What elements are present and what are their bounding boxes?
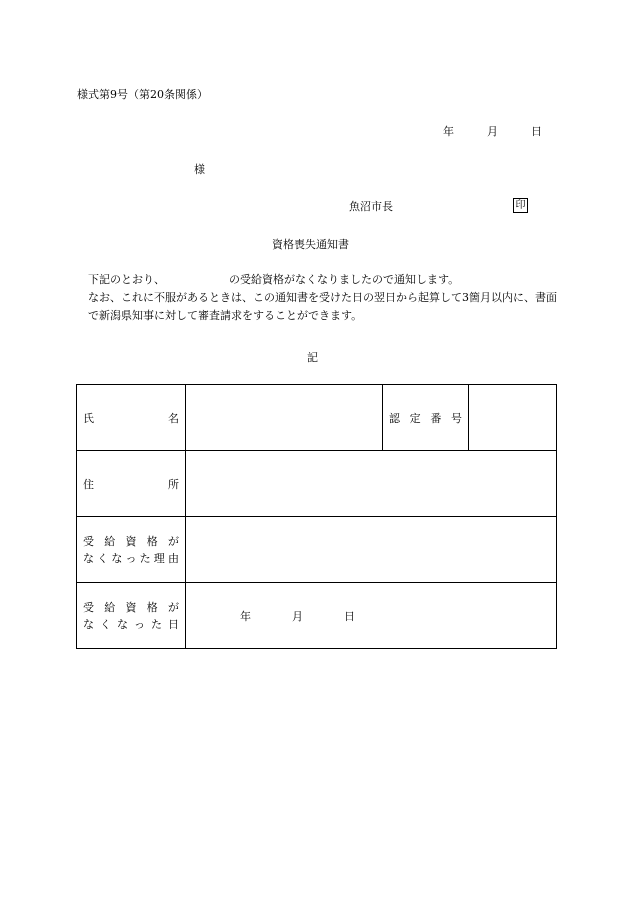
reason-label-cell [77, 517, 186, 583]
date-year-label: 年 [443, 125, 454, 138]
notice-line-1 [77, 271, 557, 289]
lost-date-day-label: 日 [344, 609, 355, 623]
seal-mark: 印 [513, 198, 528, 213]
reason-label-line-2: な く な っ た 理 由 [83, 551, 179, 565]
name-label-cell [77, 385, 186, 451]
date-day-label: 日 [531, 125, 542, 138]
lost-date-month-label: 月 [292, 609, 303, 623]
table-row-address [77, 451, 557, 517]
table-row-reason [77, 517, 557, 583]
cert-number-label: 認 定 番 号 [389, 411, 462, 425]
cert-number-label-cell [383, 385, 469, 451]
lost-date-value-cell[interactable] [186, 583, 557, 649]
lost-date-year-label: 年 [240, 609, 251, 623]
cert-number-value-cell[interactable] [469, 385, 557, 451]
notice-line-1-after: の受給資格がなくなりましたので通知します。 [229, 273, 460, 286]
address-value-cell[interactable] [186, 451, 557, 517]
reason-value-cell[interactable] [186, 517, 557, 583]
form-number: 様式第9号（第20条関係） [77, 88, 208, 101]
table-row-lost-date [77, 583, 557, 649]
document-title: 資格喪失通知書 [272, 238, 349, 251]
ki-heading: 記 [307, 351, 318, 364]
notice-line-2: なお、これに不服があるときは、この通知書を受けた日の翌日から起算して3箇月以内に、書面で新潟県知事に対して審査請求をすることができます。 [88, 291, 557, 322]
issuer-name: 魚沼市長 [349, 200, 393, 213]
lost-date-label-line-1: 受 給 資 格 が [83, 600, 179, 614]
name-value-cell[interactable] [186, 385, 383, 451]
issue-date [443, 123, 542, 139]
date-month-label: 月 [487, 125, 498, 138]
lost-date-label-line-2: な く な っ た 日 [83, 617, 179, 631]
name-label: 氏 名 [83, 411, 179, 425]
address-label: 住 所 [83, 477, 179, 491]
address-label-cell [77, 451, 186, 517]
notice-line-1-before: 下記のとおり、 [88, 273, 165, 286]
reason-label-line-1: 受 給 資 格 が [83, 534, 179, 548]
lost-date-label-cell [77, 583, 186, 649]
addressee-suffix: 様 [194, 163, 205, 176]
table-row-name [77, 385, 557, 451]
notice-body [77, 271, 557, 325]
details-table [76, 384, 557, 649]
